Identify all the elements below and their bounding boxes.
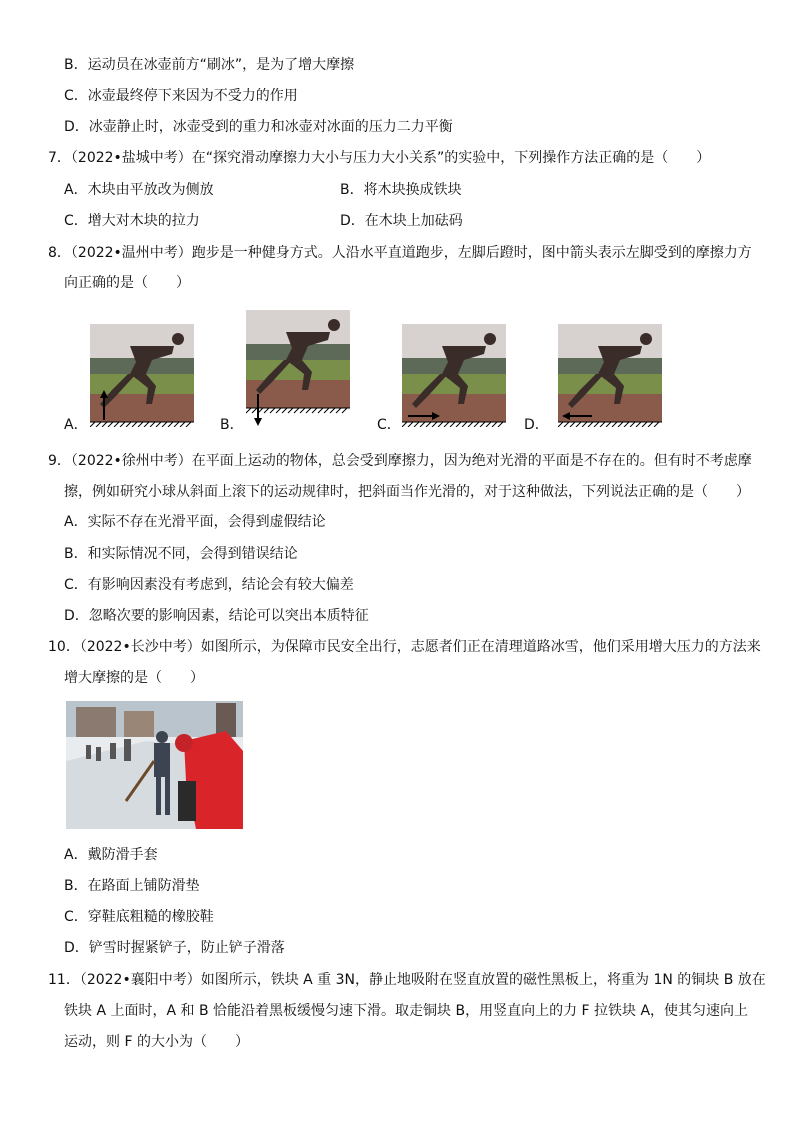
q8-stem-line1: 8．（2022•温州中考）跑步是一种健身方式。人沿水平直道跑步，左脚后蹬时，图中箭头表示左脚受到的摩擦力方 bbox=[48, 245, 752, 261]
q6-option-d: D．冰壶静止时，冰壶受到的重力和冰壶对冰面的压力二力平衡 bbox=[64, 119, 453, 135]
q10-option-b: B．在路面上铺防滑垫 bbox=[64, 878, 200, 894]
q7-option-b: B．将木块换成铁块 bbox=[340, 182, 462, 198]
q6-option-c: C．冰壶最终停下来因为不受力的作用 bbox=[64, 88, 298, 104]
q11-stem-line1: 11．（2022•襄阳中考）如图所示，铁块 A 重 3N，静止地吸附在竖直放置的磁性黑板上，将重为 1N 的铜块 B 放在 bbox=[48, 972, 766, 988]
q9-stem-line1: 9．（2022•徐州中考）在平面上运动的物体，总会受到摩擦力，因为绝对光滑的平面是不存在的。但有时不考虑摩 bbox=[48, 453, 752, 469]
q8-figure-d bbox=[558, 324, 662, 427]
q8-figure-c bbox=[402, 324, 506, 427]
q7-option-c: C．增大对木块的拉力 bbox=[64, 213, 200, 229]
q8-label-b: B． bbox=[220, 417, 244, 433]
q11-stem-line3: 运动，则 F 的大小为（ ） bbox=[64, 1034, 249, 1050]
q9-stem-line2: 擦，例如研究小球从斜面上滚下的运动规律时，把斜面当作光滑的，对于这种做法，下列说法正确的是（ ） bbox=[64, 484, 750, 500]
q10-option-c: C．穿鞋底粗糙的橡胶鞋 bbox=[64, 909, 214, 925]
q10-option-a: A．戴防滑手套 bbox=[64, 847, 158, 863]
q7-stem: 7．（2022•盐城中考）在“探究滑动摩擦力大小与压力大小关系”的实验中，下列操作方法正确的是（ ） bbox=[48, 150, 711, 166]
q8-label-a: A． bbox=[64, 417, 88, 433]
q8-figure-a bbox=[90, 324, 194, 427]
q7-option-a: A．木块由平放改为侧放 bbox=[64, 182, 214, 198]
q10-snow-photo bbox=[66, 701, 243, 829]
q8-label-c: C． bbox=[377, 417, 401, 433]
q7-option-d: D．在木块上加砝码 bbox=[340, 213, 463, 229]
q10-stem-line1: 10．（2022•长沙中考）如图所示，为保障市民安全出行，志愿者们正在清理道路冰雪，他们采用增大压力的方法来 bbox=[48, 639, 761, 655]
q9-option-d: D．忽略次要的影响因素，结论可以突出本质特征 bbox=[64, 608, 369, 624]
q9-option-b: B．和实际情况不同，会得到错误结论 bbox=[64, 546, 298, 562]
q8-figure-b bbox=[246, 310, 350, 428]
q9-option-a: A．实际不存在光滑平面，会得到虚假结论 bbox=[64, 514, 326, 530]
q10-option-d: D．铲雪时握紧铲子，防止铲子滑落 bbox=[64, 940, 285, 956]
q10-stem-line2: 增大摩擦的是（ ） bbox=[64, 670, 204, 686]
q9-option-c: C．有影响因素没有考虑到，结论会有较大偏差 bbox=[64, 577, 354, 593]
q11-stem-line2: 铁块 A 上面时，A 和 B 恰能沿着黑板缓慢匀速下滑。取走铜块 B，用竖直向上的力 F 拉铁块 A，使其匀速向上 bbox=[64, 1003, 749, 1019]
q6-option-b: B．运动员在冰壶前方“刷冰”，是为了增大摩擦 bbox=[64, 57, 355, 73]
q8-stem-line2: 向正确的是（ ） bbox=[64, 275, 190, 291]
q8-label-d: D． bbox=[524, 417, 549, 433]
